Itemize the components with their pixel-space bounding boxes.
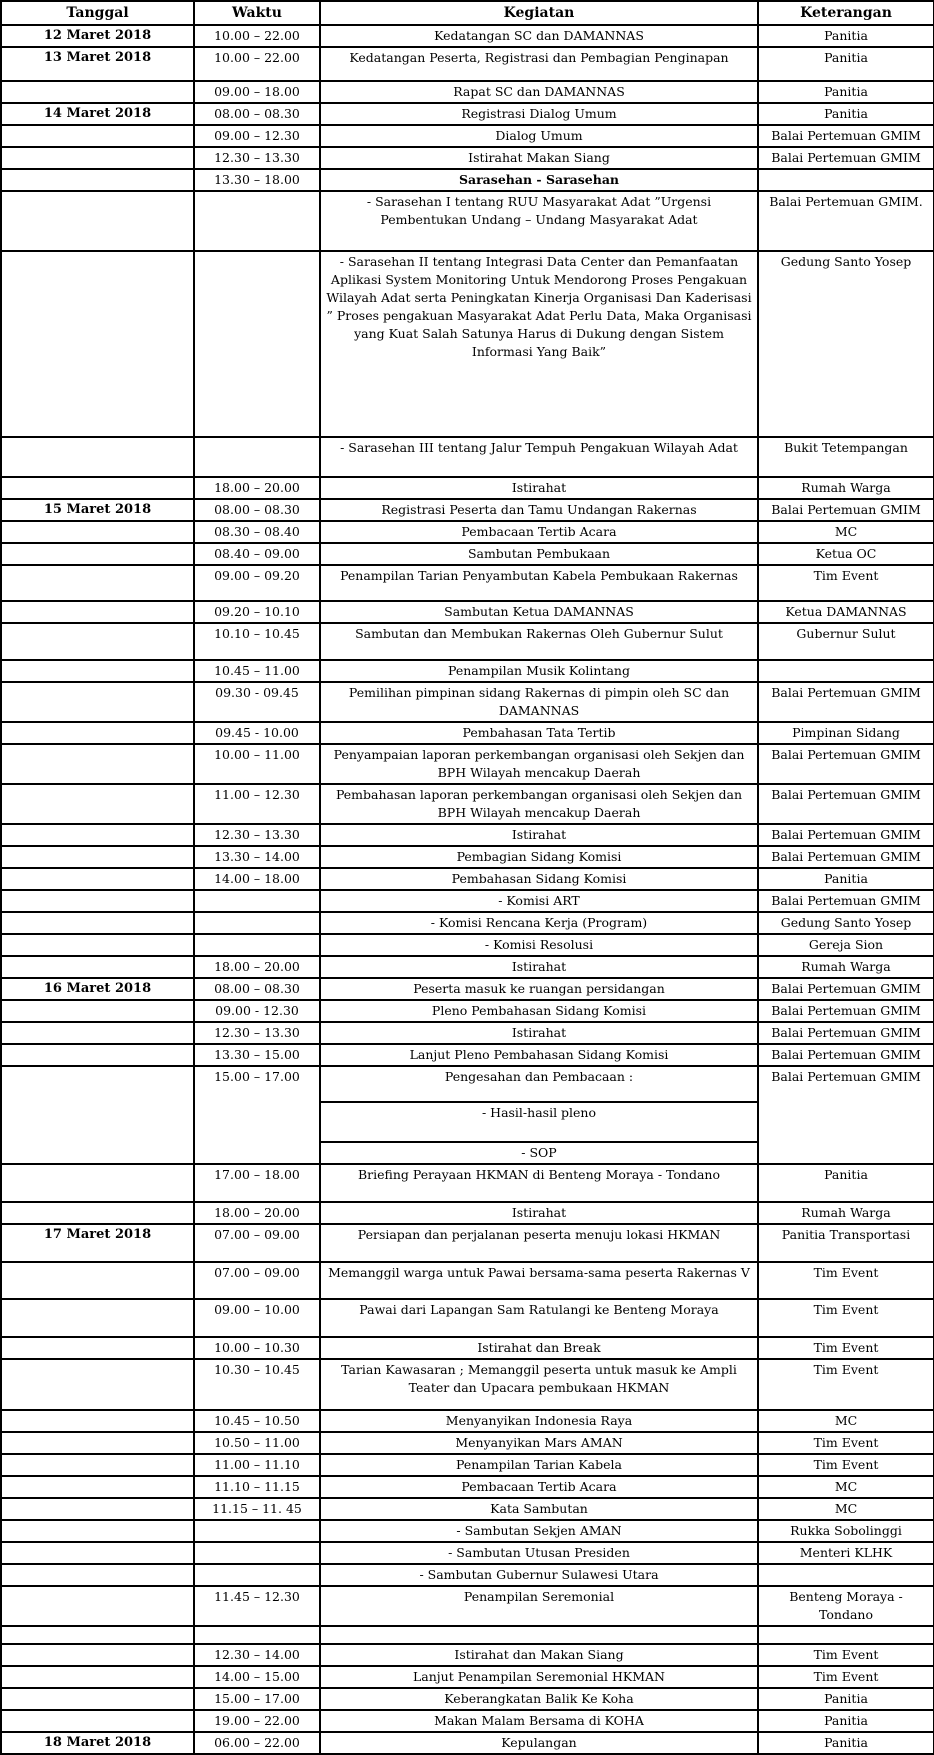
cell-tanggal <box>1 477 194 499</box>
cell-keterangan: Balai Pertemuan GMIM <box>758 824 934 846</box>
table-row <box>1 169 934 191</box>
cell-keterangan: Tim Event <box>758 1644 934 1666</box>
table-row <box>1 956 934 978</box>
cell-keterangan <box>758 169 934 191</box>
cell-kegiatan: Tarian Kawasaran ; Memanggil peserta untuk masuk ke Ampli Teater dan Upacara pembukaan HKMAN <box>320 1359 758 1410</box>
cell-kegiatan: Istirahat Makan Siang <box>320 147 758 169</box>
cell-keterangan: Tim Event <box>758 1666 934 1688</box>
cell-kegiatan: Pengesahan dan Pembacaan : <box>320 1066 758 1102</box>
cell-waktu: 17.00 – 18.00 <box>194 1164 320 1202</box>
table-row <box>1 1710 934 1732</box>
cell-keterangan: Balai Pertemuan GMIM <box>758 784 934 824</box>
cell-tanggal: 14 Maret 2018 <box>1 103 194 125</box>
cell-waktu: 09.45 - 10.00 <box>194 722 320 744</box>
cell-kegiatan: Registrasi Dialog Umum <box>320 103 758 125</box>
cell-keterangan: MC <box>758 1410 934 1432</box>
cell-keterangan <box>758 660 934 682</box>
table-row <box>1 1066 934 1102</box>
cell-tanggal <box>1 191 194 251</box>
cell-waktu: 11.45 – 12.30 <box>194 1586 320 1626</box>
table-row <box>1 1432 934 1454</box>
cell-waktu: 10.10 – 10.45 <box>194 623 320 660</box>
cell-kegiatan: Pembahasan Sidang Komisi <box>320 868 758 890</box>
cell-kegiatan: Memanggil warga untuk Pawai bersama-sama peserta Rakernas V <box>320 1262 758 1299</box>
cell-tanggal <box>1 1000 194 1022</box>
cell-kegiatan: Rapat SC dan DAMANNAS <box>320 81 758 103</box>
cell-kegiatan: Istirahat <box>320 956 758 978</box>
cell-waktu <box>194 1542 320 1564</box>
cell-waktu: 09.00 – 18.00 <box>194 81 320 103</box>
cell-kegiatan: Persiapan dan perjalanan peserta menuju lokasi HKMAN <box>320 1224 758 1262</box>
cell-keterangan: Balai Pertemuan GMIM <box>758 499 934 521</box>
cell-waktu: 07.00 – 09.00 <box>194 1224 320 1262</box>
cell-kegiatan: Kedatangan Peserta, Registrasi dan Pembagian Penginapan <box>320 47 758 81</box>
table-row <box>1 1044 934 1066</box>
table-row <box>1 1000 934 1022</box>
cell-waktu <box>194 1626 320 1644</box>
cell-kegiatan: Penyampaian laporan perkembangan organisasi oleh Sekjen dan BPH Wilayah mencakup Daerah <box>320 744 758 784</box>
cell-keterangan: Balai Pertemuan GMIM <box>758 890 934 912</box>
cell-tanggal <box>1 868 194 890</box>
cell-tanggal <box>1 125 194 147</box>
cell-waktu: 18.00 – 20.00 <box>194 956 320 978</box>
cell-tanggal <box>1 722 194 744</box>
cell-keterangan: Tim Event <box>758 1454 934 1476</box>
cell-kegiatan: Istirahat <box>320 1202 758 1224</box>
cell-keterangan: Balai Pertemuan GMIM <box>758 744 934 784</box>
cell-kegiatan: Dialog Umum <box>320 125 758 147</box>
table-row <box>1 1688 934 1710</box>
cell-waktu: 06.00 – 22.00 <box>194 1732 320 1754</box>
cell-tanggal <box>1 846 194 868</box>
cell-waktu: 11.10 – 11.15 <box>194 1476 320 1498</box>
cell-waktu: 08.00 – 08.30 <box>194 103 320 125</box>
table-row <box>1 47 934 81</box>
table-row <box>1 1299 934 1337</box>
cell-tanggal <box>1 1337 194 1359</box>
cell-keterangan: MC <box>758 1498 934 1520</box>
cell-tanggal <box>1 251 194 437</box>
table-row <box>1 1022 934 1044</box>
header-waktu: Waktu <box>194 1 320 25</box>
cell-tanggal <box>1 543 194 565</box>
cell-tanggal <box>1 912 194 934</box>
cell-kegiatan: Registrasi Peserta dan Tamu Undangan Rakernas <box>320 499 758 521</box>
table-row <box>1 1164 934 1202</box>
cell-tanggal: 18 Maret 2018 <box>1 1732 194 1754</box>
table-row <box>1 1476 934 1498</box>
cell-kegiatan: Keberangkatan Balik Ke Koha <box>320 1688 758 1710</box>
cell-waktu: 14.00 – 18.00 <box>194 868 320 890</box>
table-row <box>1 1644 934 1666</box>
cell-keterangan: Gedung Santo Yosep <box>758 251 934 437</box>
table-row <box>1 103 934 125</box>
cell-keterangan: Benteng Moraya - Tondano <box>758 1586 934 1626</box>
cell-tanggal <box>1 1498 194 1520</box>
cell-kegiatan: Istirahat <box>320 1022 758 1044</box>
cell-waktu: 10.30 – 10.45 <box>194 1359 320 1410</box>
cell-tanggal <box>1 1262 194 1299</box>
cell-waktu: 09.00 - 12.30 <box>194 1000 320 1022</box>
cell-tanggal <box>1 1410 194 1432</box>
table-row <box>1 912 934 934</box>
cell-waktu: 11.15 – 11. 45 <box>194 1498 320 1520</box>
cell-kegiatan: Penampilan Tarian Kabela <box>320 1454 758 1476</box>
cell-waktu: 09.00 – 10.00 <box>194 1299 320 1337</box>
table-row <box>1 251 934 437</box>
cell-kegiatan: Menyanyikan Mars AMAN <box>320 1432 758 1454</box>
cell-waktu: 10.00 – 10.30 <box>194 1337 320 1359</box>
cell-waktu: 07.00 – 09.00 <box>194 1262 320 1299</box>
cell-keterangan: Balai Pertemuan GMIM <box>758 682 934 722</box>
cell-waktu: 10.45 – 10.50 <box>194 1410 320 1432</box>
table-row <box>1 1337 934 1359</box>
table-row <box>1 1498 934 1520</box>
cell-waktu <box>194 1520 320 1542</box>
cell-tanggal <box>1 1626 194 1644</box>
cell-waktu: 13.30 – 18.00 <box>194 169 320 191</box>
cell-kegiatan: Sambutan Ketua DAMANNAS <box>320 601 758 623</box>
cell-waktu: 10.00 – 22.00 <box>194 47 320 81</box>
cell-waktu: 08.00 – 08.30 <box>194 499 320 521</box>
cell-kegiatan: Pembagian Sidang Komisi <box>320 846 758 868</box>
cell-keterangan: Panitia <box>758 1164 934 1202</box>
header-tanggal: Tanggal <box>1 1 194 25</box>
table-row <box>1 1262 934 1299</box>
header-keterangan: Keterangan <box>758 1 934 25</box>
cell-waktu <box>194 934 320 956</box>
cell-keterangan: Panitia <box>758 1732 934 1754</box>
cell-kegiatan: Makan Malam Bersama di KOHA <box>320 1710 758 1732</box>
cell-waktu: 13.30 – 14.00 <box>194 846 320 868</box>
cell-waktu: 09.00 – 12.30 <box>194 125 320 147</box>
cell-kegiatan: Briefing Perayaan HKMAN di Benteng Moraya - Tondano <box>320 1164 758 1202</box>
cell-waktu: 11.00 – 11.10 <box>194 1454 320 1476</box>
cell-kegiatan: Istirahat dan Break <box>320 1337 758 1359</box>
table-row <box>1 1732 934 1754</box>
cell-kegiatan: Peserta masuk ke ruangan persidangan <box>320 978 758 1000</box>
cell-kegiatan: Pembahasan Tata Tertib <box>320 722 758 744</box>
table-row <box>1 521 934 543</box>
cell-tanggal <box>1 1476 194 1498</box>
cell-keterangan: Balai Pertemuan GMIM <box>758 1044 934 1066</box>
cell-keterangan: Balai Pertemuan GMIM <box>758 125 934 147</box>
cell-waktu: 15.00 – 17.00 <box>194 1066 320 1164</box>
cell-tanggal <box>1 934 194 956</box>
cell-keterangan: MC <box>758 521 934 543</box>
cell-keterangan: Panitia <box>758 81 934 103</box>
cell-tanggal <box>1 601 194 623</box>
cell-kegiatan <box>320 1626 758 1644</box>
cell-kegiatan: Lanjut Pleno Pembahasan Sidang Komisi <box>320 1044 758 1066</box>
table-row <box>1 1359 934 1410</box>
table-row <box>1 191 934 251</box>
table-row <box>1 722 934 744</box>
table-row <box>1 543 934 565</box>
cell-keterangan: Gedung Santo Yosep <box>758 912 934 934</box>
table-row <box>1 1520 934 1542</box>
table-row <box>1 125 934 147</box>
cell-waktu: 15.00 – 17.00 <box>194 1688 320 1710</box>
cell-keterangan: Tim Event <box>758 1337 934 1359</box>
cell-tanggal <box>1 1044 194 1066</box>
cell-waktu <box>194 437 320 477</box>
cell-tanggal <box>1 1644 194 1666</box>
cell-waktu: 08.00 – 08.30 <box>194 978 320 1000</box>
cell-tanggal <box>1 1454 194 1476</box>
cell-kegiatan: Pemilihan pimpinan sidang Rakernas di pimpin oleh SC dan DAMANNAS <box>320 682 758 722</box>
table-row <box>1 824 934 846</box>
cell-tanggal <box>1 744 194 784</box>
cell-keterangan: MC <box>758 1476 934 1498</box>
cell-keterangan: Tim Event <box>758 1432 934 1454</box>
cell-waktu <box>194 890 320 912</box>
table-row <box>1 499 934 521</box>
cell-keterangan: Balai Pertemuan GMIM <box>758 846 934 868</box>
cell-keterangan: Tim Event <box>758 1359 934 1410</box>
table-row <box>1 934 934 956</box>
cell-keterangan: Balai Pertemuan GMIM <box>758 1066 934 1164</box>
cell-keterangan <box>758 1626 934 1644</box>
cell-kegiatan: Pembacaan Tertib Acara <box>320 1476 758 1498</box>
cell-kegiatan: Pembacaan Tertib Acara <box>320 521 758 543</box>
cell-keterangan: Panitia Transportasi <box>758 1224 934 1262</box>
cell-kegiatan: - Sarasehan I tentang RUU Masyarakat Adat ”Urgensi Pembentukan Undang – Undang Masyarakat Adat <box>320 191 758 251</box>
cell-tanggal <box>1 565 194 601</box>
cell-waktu: 14.00 – 15.00 <box>194 1666 320 1688</box>
cell-tanggal <box>1 169 194 191</box>
table-row <box>1 623 934 660</box>
table-row <box>1 1586 934 1626</box>
cell-tanggal <box>1 1710 194 1732</box>
table-row <box>1 1454 934 1476</box>
table-row <box>1 1224 934 1262</box>
cell-tanggal: 17 Maret 2018 <box>1 1224 194 1262</box>
cell-tanggal <box>1 824 194 846</box>
cell-waktu: 09.20 – 10.10 <box>194 601 320 623</box>
table-row <box>1 846 934 868</box>
cell-keterangan: Rumah Warga <box>758 477 934 499</box>
cell-kegiatan: - Komisi Resolusi <box>320 934 758 956</box>
cell-tanggal <box>1 1586 194 1626</box>
cell-tanggal <box>1 81 194 103</box>
cell-keterangan: Bukit Tetempangan <box>758 437 934 477</box>
table-row <box>1 437 934 477</box>
table-row <box>1 1410 934 1432</box>
cell-keterangan: Gubernur Sulut <box>758 623 934 660</box>
cell-waktu: 12.30 – 13.30 <box>194 824 320 846</box>
cell-kegiatan: Kata Sambutan <box>320 1498 758 1520</box>
cell-waktu: 13.30 – 15.00 <box>194 1044 320 1066</box>
cell-waktu: 18.00 – 20.00 <box>194 1202 320 1224</box>
cell-keterangan: Balai Pertemuan GMIM <box>758 147 934 169</box>
table-row <box>1 601 934 623</box>
cell-keterangan: Tim Event <box>758 1299 934 1337</box>
cell-keterangan: Rumah Warga <box>758 956 934 978</box>
cell-kegiatan: - SOP <box>320 1142 758 1164</box>
cell-keterangan <box>758 1564 934 1586</box>
cell-waktu <box>194 251 320 437</box>
cell-keterangan: Balai Pertemuan GMIM <box>758 978 934 1000</box>
header-row <box>1 1 934 25</box>
cell-waktu: 10.00 – 11.00 <box>194 744 320 784</box>
cell-tanggal <box>1 623 194 660</box>
cell-kegiatan: Sarasehan - Sarasehan <box>320 169 758 191</box>
cell-keterangan: Panitia <box>758 103 934 125</box>
cell-kegiatan: Pembahasan laporan perkembangan organisasi oleh Sekjen dan BPH Wilayah mencakup Daerah <box>320 784 758 824</box>
cell-tanggal <box>1 956 194 978</box>
cell-tanggal <box>1 437 194 477</box>
cell-waktu: 10.45 – 11.00 <box>194 660 320 682</box>
cell-waktu: 10.50 – 11.00 <box>194 1432 320 1454</box>
cell-keterangan: Pimpinan Sidang <box>758 722 934 744</box>
cell-kegiatan: Istirahat <box>320 824 758 846</box>
cell-keterangan: Panitia <box>758 25 934 47</box>
cell-kegiatan: Kedatangan SC dan DAMANNAS <box>320 25 758 47</box>
cell-kegiatan: - Sambutan Sekjen AMAN <box>320 1520 758 1542</box>
table-row <box>1 868 934 890</box>
table-row <box>1 25 934 47</box>
cell-waktu: 09.00 – 09.20 <box>194 565 320 601</box>
cell-waktu: 11.00 – 12.30 <box>194 784 320 824</box>
cell-tanggal <box>1 1520 194 1542</box>
cell-waktu: 09.30 - 09.45 <box>194 682 320 722</box>
table-row <box>1 1626 934 1644</box>
table-row <box>1 1202 934 1224</box>
cell-tanggal <box>1 1688 194 1710</box>
cell-tanggal <box>1 1564 194 1586</box>
table-row <box>1 784 934 824</box>
cell-kegiatan: Penampilan Seremonial <box>320 1586 758 1626</box>
table-row <box>1 682 934 722</box>
cell-waktu: 08.30 – 08.40 <box>194 521 320 543</box>
cell-keterangan: Balai Pertemuan GMIM. <box>758 191 934 251</box>
cell-kegiatan: - Komisi Rencana Kerja (Program) <box>320 912 758 934</box>
table-row <box>1 890 934 912</box>
cell-tanggal <box>1 890 194 912</box>
table-row <box>1 565 934 601</box>
cell-tanggal: 15 Maret 2018 <box>1 499 194 521</box>
cell-kegiatan: - Komisi ART <box>320 890 758 912</box>
cell-keterangan: Panitia <box>758 868 934 890</box>
table-row <box>1 81 934 103</box>
cell-tanggal: 13 Maret 2018 <box>1 47 194 81</box>
cell-keterangan: Balai Pertemuan GMIM <box>758 1000 934 1022</box>
cell-kegiatan: - Sarasehan III tentang Jalur Tempuh Pengakuan Wilayah Adat <box>320 437 758 477</box>
cell-waktu: 12.30 – 14.00 <box>194 1644 320 1666</box>
cell-keterangan: Rukka Sobolinggi <box>758 1520 934 1542</box>
cell-waktu <box>194 912 320 934</box>
cell-keterangan: Ketua OC <box>758 543 934 565</box>
cell-tanggal <box>1 1066 194 1164</box>
cell-waktu <box>194 191 320 251</box>
cell-kegiatan: Kepulangan <box>320 1732 758 1754</box>
table-row <box>1 477 934 499</box>
cell-kegiatan: Sambutan dan Membukan Rakernas Oleh Gubernur Sulut <box>320 623 758 660</box>
table-body <box>1 25 934 1754</box>
cell-keterangan: Panitia <box>758 1710 934 1732</box>
cell-waktu: 18.00 – 20.00 <box>194 477 320 499</box>
table-row <box>1 147 934 169</box>
table-row <box>1 1564 934 1586</box>
cell-waktu: 10.00 – 22.00 <box>194 25 320 47</box>
cell-keterangan: Ketua DAMANNAS <box>758 601 934 623</box>
cell-tanggal <box>1 660 194 682</box>
cell-tanggal <box>1 147 194 169</box>
cell-kegiatan: Istirahat dan Makan Siang <box>320 1644 758 1666</box>
cell-tanggal <box>1 784 194 824</box>
cell-tanggal <box>1 1022 194 1044</box>
cell-tanggal <box>1 1202 194 1224</box>
cell-waktu: 08.40 – 09.00 <box>194 543 320 565</box>
cell-keterangan: Balai Pertemuan GMIM <box>758 1022 934 1044</box>
cell-keterangan: Rumah Warga <box>758 1202 934 1224</box>
cell-kegiatan: Pawai dari Lapangan Sam Ratulangi ke Benteng Moraya <box>320 1299 758 1337</box>
cell-tanggal <box>1 1164 194 1202</box>
cell-kegiatan: - Sambutan Utusan Presiden <box>320 1542 758 1564</box>
cell-kegiatan: - Hasil-hasil pleno <box>320 1102 758 1142</box>
cell-tanggal <box>1 1432 194 1454</box>
cell-kegiatan: Lanjut Penampilan Seremonial HKMAN <box>320 1666 758 1688</box>
cell-keterangan: Gereja Sion <box>758 934 934 956</box>
cell-kegiatan: Penampilan Musik Kolintang <box>320 660 758 682</box>
cell-kegiatan: - Sarasehan II tentang Integrasi Data Center dan Pemanfaatan Aplikasi System Monitoring Untuk Mendorong Proses Pengakuan Wilayah Adat serta Peningkatan Kinerja Organisasi Dan Kaderisasi ” Proses pengakuan Masyarakat Adat Perlu Data, Maka Organisasi yang Kuat Salah Satunya Harus di Dukung dengan Sistem Informasi Yang Baik” <box>320 251 758 437</box>
header-kegiatan: Kegiatan <box>320 1 758 25</box>
cell-kegiatan: Menyanyikan Indonesia Raya <box>320 1410 758 1432</box>
cell-kegiatan: Sambutan Pembukaan <box>320 543 758 565</box>
cell-keterangan: Menteri KLHK <box>758 1542 934 1564</box>
cell-tanggal <box>1 1359 194 1410</box>
cell-waktu: 12.30 – 13.30 <box>194 1022 320 1044</box>
table-row <box>1 744 934 784</box>
cell-tanggal <box>1 521 194 543</box>
cell-kegiatan: Penampilan Tarian Penyambutan Kabela Pembukaan Rakernas <box>320 565 758 601</box>
table-row <box>1 978 934 1000</box>
cell-keterangan: Tim Event <box>758 565 934 601</box>
cell-tanggal <box>1 1542 194 1564</box>
cell-keterangan: Panitia <box>758 1688 934 1710</box>
cell-tanggal <box>1 1299 194 1337</box>
cell-kegiatan: - Sambutan Gubernur Sulawesi Utara <box>320 1564 758 1586</box>
cell-waktu <box>194 1564 320 1586</box>
table-row <box>1 660 934 682</box>
cell-waktu: 19.00 – 22.00 <box>194 1710 320 1732</box>
table-row <box>1 1666 934 1688</box>
table-row <box>1 1542 934 1564</box>
cell-keterangan: Tim Event <box>758 1262 934 1299</box>
cell-tanggal: 16 Maret 2018 <box>1 978 194 1000</box>
cell-keterangan: Panitia <box>758 47 934 81</box>
cell-tanggal <box>1 682 194 722</box>
cell-tanggal <box>1 1666 194 1688</box>
cell-tanggal: 12 Maret 2018 <box>1 25 194 47</box>
cell-kegiatan: Istirahat <box>320 477 758 499</box>
cell-waktu: 12.30 – 13.30 <box>194 147 320 169</box>
cell-kegiatan: Pleno Pembahasan Sidang Komisi <box>320 1000 758 1022</box>
